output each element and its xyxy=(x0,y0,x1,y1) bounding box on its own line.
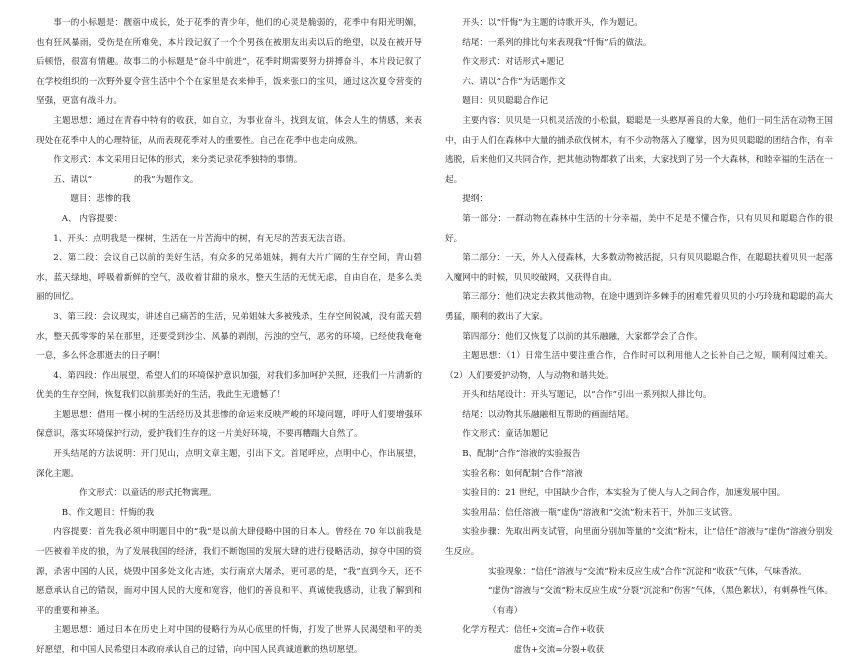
left-column xyxy=(36,14,422,661)
paragraph: 第一部分：一群动物在森林中生活的十分幸福，美中不足是不懂合作，只有贝贝和聪聪合作的很好。 xyxy=(445,213,833,244)
paragraph: 第二部分：一天，外人入侵森林，大多数动物被活捉，只有贝贝聪聪合作，在聪聪扶着贝贝一起落入魔网中的时候，贝贝咬破网，又获得自由。 xyxy=(445,253,833,283)
equation-line: 化学方程式：信任+交流=合作+收获 xyxy=(462,625,605,636)
heading-suffix: 的我”为题作文。 xyxy=(133,174,199,185)
paragraph: 作文形式：童话加题记 xyxy=(462,429,549,440)
subheading: B、配制“合作”溶液的实验报告 xyxy=(462,449,581,460)
subheading: B、作文题目：忏悔的我 xyxy=(61,507,155,518)
paragraph: 作文形式：以童话的形式托物寓理。 xyxy=(79,488,217,499)
paragraph: “虚伪”溶液与“交流”粉末反应生成“分裂”沉淀和“伤害”气体，（黑色絮状），有刺鼻性气体。（有毒） xyxy=(488,586,833,616)
paragraph: 作文形式：对话形式+题记 xyxy=(462,57,564,68)
paragraph: 1、开头：点明我是一棵树，生活在一片苦海中的树，有无尽的苦衷无法言语。 xyxy=(53,233,351,244)
essay-title: 题目：悲惨的我 xyxy=(70,194,131,205)
paragraph: 结尾：以动物其乐融融相互帮助的画面结尾。 xyxy=(462,409,635,420)
paragraph: 4、第四段：作出展望，希望人们的环境保护意识加强，对我们多加呵护关照，还我们一片清新的优美的生存空间，恢复我们以前那美好的生活，我此生无遗憾了！ xyxy=(36,370,422,401)
paragraph: 作文形式：本文采用日记体的形式，来分类记录花季独特的事情。 xyxy=(53,155,303,166)
paragraph: 实验目的：21 世纪，中国缺少合作，本实验为了使人与人之间合作，加速发展中国。 xyxy=(462,488,786,499)
paragraph: 第四部分：他们又恢复了以前的其乐融融，大家都学会了合作。 xyxy=(462,331,703,342)
paragraph: 第三部分：他们决定去救其他动物，在途中遇到许多棘手的困难凭着贝贝的小巧玲珑和聪聪的高大勇猛，顺利的救出了大家。 xyxy=(445,292,833,322)
paragraph: 结尾：一系列的排比句来表现我“忏悔”后的做法。 xyxy=(462,37,652,48)
paragraph: 实验名称：如何配制“合作”溶液 xyxy=(462,468,583,479)
paragraph: 主题思想：借用一棵小树的生活经历及其悲惨的命运来反映严峻的环境问题，呼吁人们要增强环保意识，落实环境保护行动，爱护我们生存的这一片美好环境，不要再糟蹋大自然了。 xyxy=(36,409,422,440)
essay-title: 题目：贝贝聪聪合作记 xyxy=(462,96,549,107)
section-heading xyxy=(36,171,422,191)
subheading: A、 内容提要： xyxy=(61,213,123,224)
heading-prefix: 五、请以“ xyxy=(53,174,92,185)
paragraph: 开头和结尾设计：开头写题记，以“合作”引出一系列拟人排比句。 xyxy=(462,390,712,401)
paragraph: 主题思想：通过在青春中特有的收获，如自立，为事业奋斗，找到友谊，体会人生的情感，来表现处在花季中人的心理特征，从而表现花季对人的重要性。自己在花季中也走向成熟。 xyxy=(36,115,422,146)
paragraph: 2、第二段：会议自己以前的美好生活，有众多的兄弟姐妹，拥有大片广阔的生存空间，青山碧水，蓝天绿地，呼吸着新鲜的空气，汲收着甘甜的泉水，整天生活的无忧无虑，自由自在，是多么美丽的回忆。 xyxy=(36,253,422,303)
paragraph: 实验现象：“信任”溶液与“交流”粉末反应生成“合作”沉淀和“收获”气体，气味香浓。 xyxy=(488,566,807,577)
paragraph: 实验用品：信任溶液一瓶“虚伪”溶液和“交流”粉末若干，外加三支试管。 xyxy=(462,507,738,518)
paragraph: 开头结尾的方法说明：开门见山，点明文章主题，引出下文。首尾呼应，点明中心，作出展望，深化主题。 xyxy=(36,449,422,479)
paragraph: 事一的小标题是：靓蓿中成长，处于花季的青少年，他们的心灵是脆弱的，花季中有阳光明媚，也有狂风暴雨，受伤是在所难免，本片段记叙了一个个男孩在被朋友出卖以后的绝望，以及在被开导后顿悟，很富有情趣。故事二的小标题是“奋斗中前进”，花季时期需要努力拼搏奋斗，本片段记叙了在学校组织的一次野外夏令营生活中个个在家里是衣来伸手，饭来张口的宝贝，通过这次夏令营变的坚强，更富有战斗力。 xyxy=(36,18,422,107)
paragraph: 主要内容：贝贝是一只机灵活泼的小松鼠，聪聪是一头憨厚善良的大象，他们一同生活在动物王国中，由于人们在森林中大量的捕杀砍伐树木，有不少动物落入了魔掌，因为贝贝聪聪的团结合作，有幸逃脱，后来他们又共同合作，把其他动物都救了出来，大家找到了另一个大森林，和睦幸福的生活在一起。 xyxy=(445,115,833,185)
paragraph: 3、第三段：会议现实，讲述自己痛苦的生活，兄弟姐妹大多被残杀，生存空间锐减，没有蓝天碧水，整天孤零零的呆在那里，还要受到沙尘、风暴的剥削，污浊的空气，恶劣的环境，已经使我奄奄一息，多么怀念那逝去的日子啊！ xyxy=(36,311,422,362)
right-column xyxy=(445,14,833,661)
paragraph: 主题思想：通过日本在历史上对中国的侵略行为从心底里的忏悔，打发了世界人民渴望和平的美好愿望，和中国人民希望日本政府承认自己的过错，向中国人民真诚道歉的热切愿望。 xyxy=(36,625,422,655)
equation-line: 虚伪+交流=分裂+收获 xyxy=(513,645,605,655)
paragraph: 开头：以“忏悔”为主题的诗歌开头，作为题记。 xyxy=(462,18,643,28)
paragraph: 内容提要：首先我必须申明题目中的“我”是以前大肆侵略中国的日本人。曾经在 70 年以前我是一匹被着羊皮的狼，为了发展我国的经济，我们不断饱国的发展大肆的进行侵略活动，掠夺中国的资源，杀害中国的人民，烧毁中国多处文化古迹，实行南京大屠杀，更可恶的是，“我”直到今天，还不愿意承认自己的错误，面对中国人民的大度和宽容，他们的善良和平、真诚使我感动，让我了解到和平的重要和神圣。 xyxy=(36,527,422,616)
paragraph: 主题思想：（1）日常生活中要注重合作，合作时可以利用他人之长补自己之短，顺利闯过难关。（2）人们要爱护动物，人与动物和谐共处。 xyxy=(445,351,833,381)
section-heading: 六、请以“合作”为话题作文 xyxy=(462,76,566,87)
paragraph: 实验步骤：先取出两支试管，向里面分别加等量的“交流”粉末，让“信任”溶液与“虚伪”溶液分别发生反应。 xyxy=(445,527,833,558)
paragraph: 提纲： xyxy=(462,194,488,205)
